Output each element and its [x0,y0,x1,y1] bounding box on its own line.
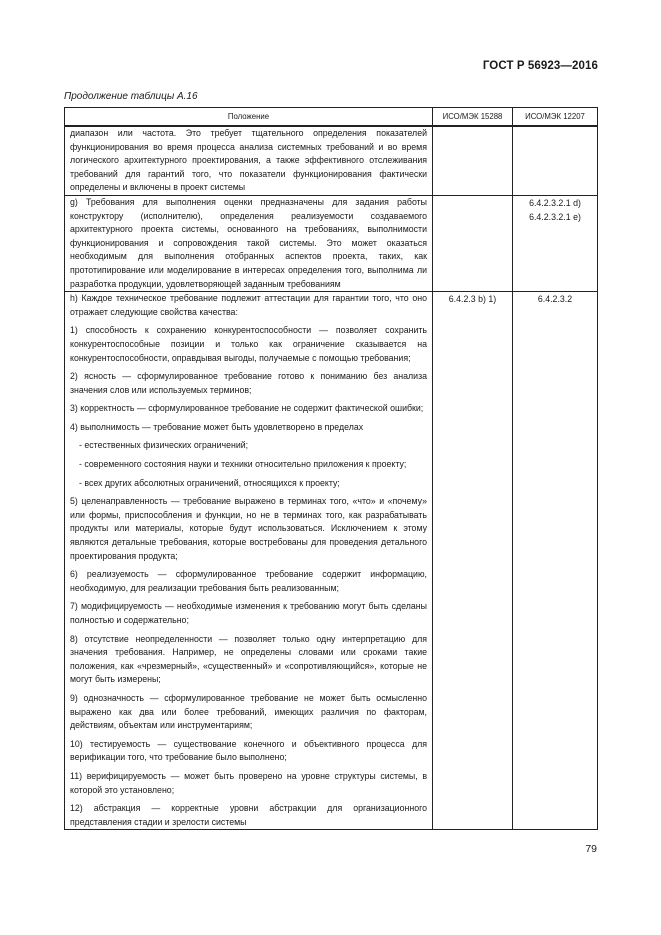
column-header-provision: Положение [65,108,433,127]
quality-item: 6) реализуемость — сформулированное требование содержит информацию, необходимую, для реализации требования быть реализованным; [70,569,427,593]
page-number: 79 [585,843,597,855]
quality-item: 10) тестируемость — существование конечного и объективного процесса для верификации того, что требование было выполнено; [70,738,427,763]
row2-text: g) Требования для выполнения оценки предназначены для задания работы конструктору (исполнителю), определения реализуемости создаваемого архитектурного проекта системы, основанного на требованиях, выполнимости функционирования и сопровождения такой системы. Это может оказаться необходимым для выполнения отобранных аспектов проекта, таких, как прототипирование или моделирование в интересах определения того, выполнима ли разработка продукции, удовлетворяющей заданным требованиям [70,196,427,289]
column-header-iso-15288: ИСО/МЭК 15288 [433,108,513,127]
provision-cell [65,195,433,291]
ref-12207-item: 6.4.2.3.2.1 d) [529,197,581,208]
table-header-row [65,108,598,127]
quality-item: 1) способность к сохранению конкурентоспособности — позволяет сохранить конкурентоспособные позиции и только как ограничение сказывается на конкурентоспособности, оправдывая выгоды, получаемые с помощью требования; [70,325,427,363]
ref-15288-cell [433,195,513,291]
row3-intro: h) Каждое техническое требование подлежит аттестации для гарантии того, что оно отражает следующие свойства качества: [70,293,427,317]
quality-item: 9) однозначность — сформулированное требование не может быть осмысленно выражено как два или более требований, имеющих различия по факторам, действиям, объектам или инструментариям; [70,692,427,731]
table-row [65,292,598,830]
table-row [65,126,598,195]
ref-12207-cell [513,292,598,830]
ref-12207-item: 6.4.2.3.2 [537,294,573,305]
ref-15288-cell [433,292,513,830]
column-header-iso-12207: ИСО/МЭК 12207 [513,108,598,127]
table-caption: Продолжение таблицы А.16 [64,91,198,102]
quality-item: 5) целенаправленность — требование выражено в терминах того, «что» и «почему» или формы, приспособления и функции, но не в терминах того, как разрабатывать продукты или материалы, которые будут использоваться. Исключением к этому являются детальные требования, которые востребованы для проведения детального проектирования продукта; [70,496,427,561]
row1-text: диапазон или частота. Это требует тщательного определения показателей функционирования во время процесса анализа системных требований и во время логического архитектурного проектирования, а также эффективного отслеживания требований для гарантий того, что показатели функционирования фактически определены и включены в проект системы [70,128,427,193]
quality-item: 12) абстракция — корректные уровни абстракции для организационного представления стадии и зрелости системы [70,803,427,827]
ref-12207-cell [513,195,598,291]
ref-12207-item: 6.4.2.3.2.1 e) [529,211,581,222]
quality-item: 3) корректность — сформулированное требование не содержит фактической ошибки; [70,403,424,414]
standard-code: ГОСТ Р 56923—2016 [482,60,598,72]
quality-subitem: - современного состояния науки и техники относительно приложения к проекту; [79,459,407,470]
ref-15288-item: 6.4.2.3 b) 1) [448,294,497,305]
table-row [65,195,598,291]
quality-item: 4) выполнимость — требование может быть удовлетворено в пределах [70,421,364,432]
quality-item: 11) верифицируемость — может быть проверено на уровне структуры системы, в которой это установлено; [70,770,427,795]
quality-subitem: - всех других абсолютных ограничений, относящихся к проекту; [79,477,340,488]
requirements-table [64,107,598,830]
provision-cell [65,292,433,830]
quality-subitem: - естественных физических ограничений; [79,440,249,451]
quality-item: 7) модифицируемость — необходимые изменения к требованию могут быть сделаны полностью и содержательно; [70,601,427,625]
ref-12207-cell [513,126,598,195]
quality-item: 2) ясность — сформулированное требование готово к пониманию без анализа значения слов или используемых терминов; [70,371,427,395]
quality-item: 8) отсутствие неопределенности — позволяет только одну интерпретацию для значения требования. Например, не определены словами или сроками такие положения, как «чрезмерный», «существенный» и «сопротивляющийся», которые не могут быть измерены; [70,633,427,685]
provision-cell [65,126,433,195]
ref-15288-cell [433,126,513,195]
